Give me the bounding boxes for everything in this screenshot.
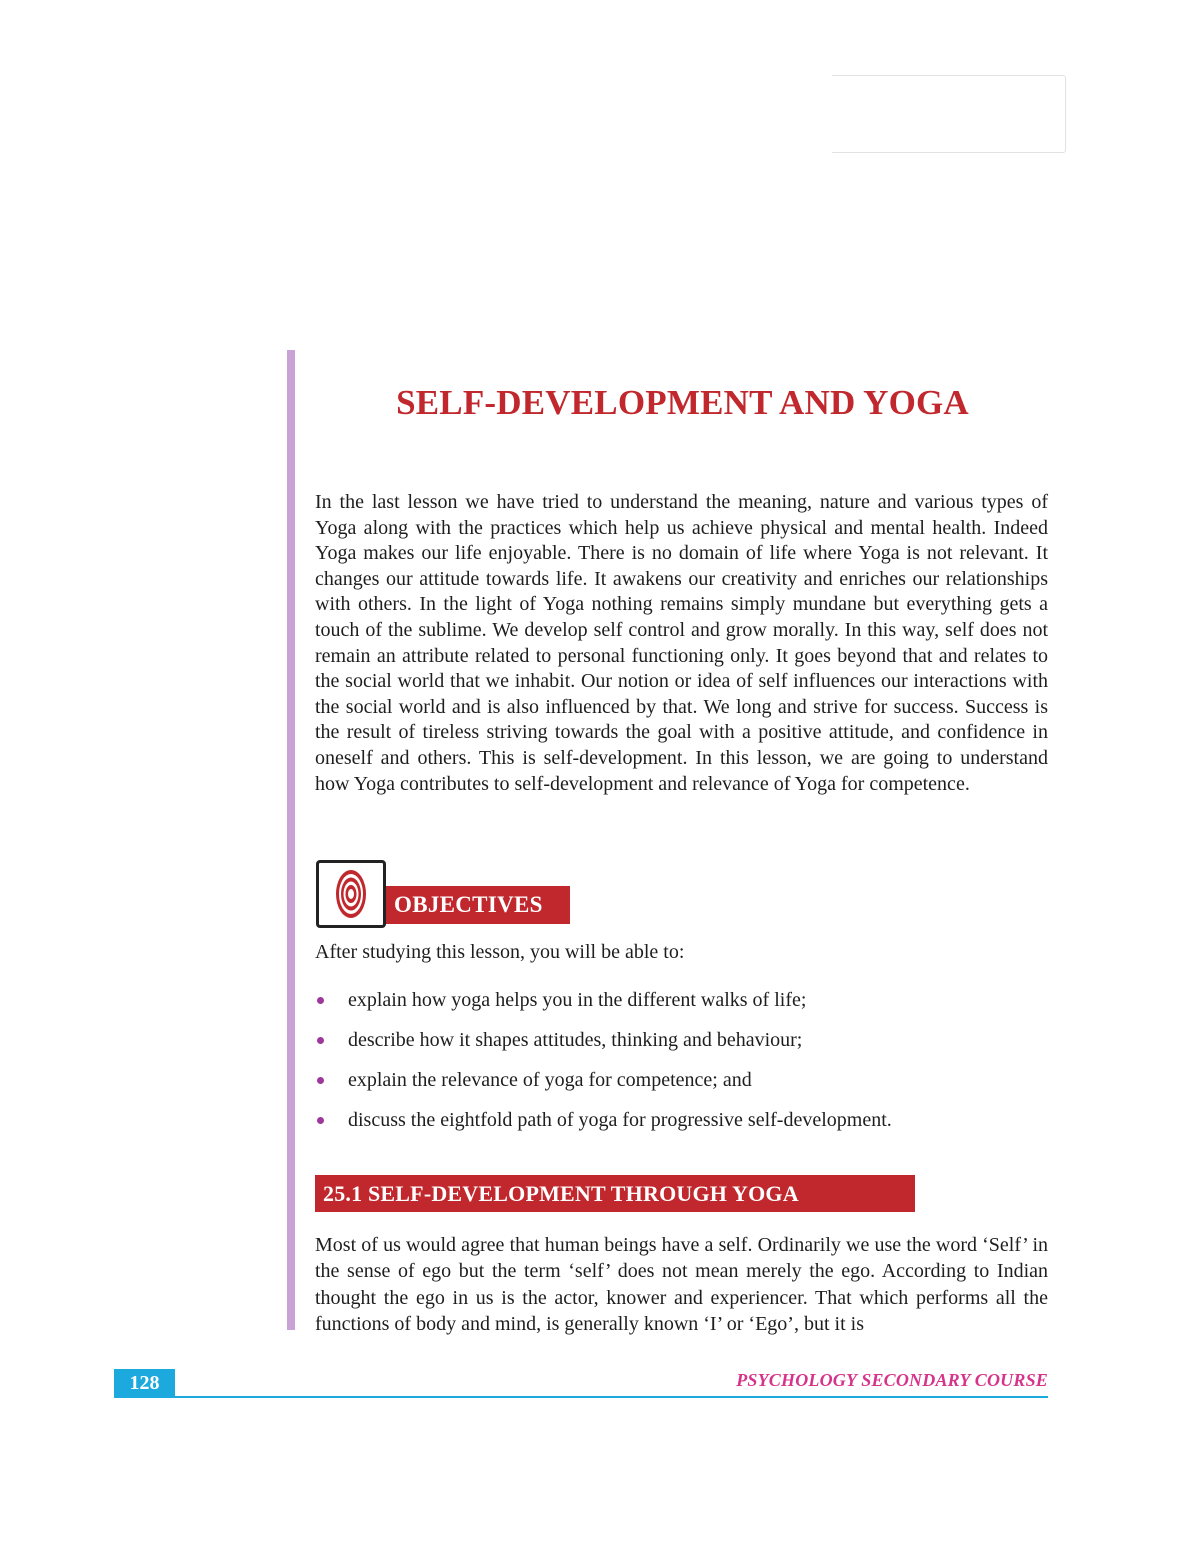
list-item xyxy=(315,987,892,1027)
objectives-heading: OBJECTIVES xyxy=(386,886,570,924)
list-item xyxy=(315,1067,892,1107)
objectives-list xyxy=(315,987,892,1147)
objectives-lead: After studying this lesson, you will be able to: xyxy=(315,941,685,963)
bullet-icon xyxy=(317,1117,324,1124)
chapter-title: SELF-DEVELOPMENT AND YOGA xyxy=(396,383,969,422)
target-icon xyxy=(316,860,386,928)
list-item-text: discuss the eightfold path of yoga for progressive self-development. xyxy=(348,1109,892,1131)
margin-bar xyxy=(287,350,295,1330)
bullet-icon xyxy=(317,1037,324,1044)
list-item-text: explain the relevance of yoga for competence; and xyxy=(348,1069,752,1091)
intro-paragraph: In the last lesson we have tried to understand the meaning, nature and various types of Yoga along with the practices which help us achieve physical and mental health. Indeed Yoga makes our life enjoyable. There is no domain of life where Yoga is not relevant. It changes our attitude towards life. It awakens our creativity and enriches our relationships with others. In the light of Yoga nothing remains simply mundane but everything gets a touch of the sublime. We develop self control and grow morally. In this way, self does not remain an attribute related to personal functioning only. It goes beyond that and relates to the social world that we inhabit. Our notion or idea of self influences our interactions with the social world and is also influenced by that. We long and strive for success. Success is the result of tireless striving towards the goal with a positive attitude, and confidence in oneself and others. This is self-development. In this lesson, we are going to understand how Yoga contributes to self-development and relevance of Yoga for competence. xyxy=(315,491,1048,795)
page-number: 128 xyxy=(114,1369,175,1398)
bullet-icon xyxy=(317,1077,324,1084)
corner-frame xyxy=(832,75,1066,153)
footer-rule xyxy=(114,1396,1048,1398)
list-item-text: explain how yoga helps you in the different walks of life; xyxy=(348,989,807,1011)
list-item xyxy=(315,1107,892,1147)
list-item xyxy=(315,1027,892,1067)
list-item-text: describe how it shapes attitudes, thinking and behaviour; xyxy=(348,1029,803,1051)
section-heading: 25.1 SELF-DEVELOPMENT THROUGH YOGA xyxy=(315,1175,915,1212)
section-body: Most of us would agree that human beings have a self. Ordinarily we use the word ‘Self’ in the sense of ego but the term ‘self’ does not mean merely the ego. According to Indian thought the ego in us is the actor, knower and experiencer. That which performs all the functions of body and mind, is generally known ‘I’ or ‘Ego’, but it is xyxy=(315,1234,1048,1335)
course-name: PSYCHOLOGY SECONDARY COURSE xyxy=(736,1370,1048,1390)
bullet-icon xyxy=(317,997,324,1004)
